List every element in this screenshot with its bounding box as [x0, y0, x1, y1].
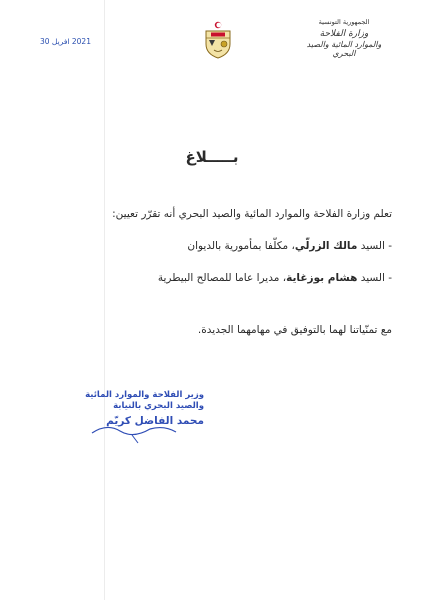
- item-2-role: ، مديرا عاما للمصالح البيطرية: [157, 272, 287, 284]
- appointment-item-2: [62, 272, 392, 284]
- page-fold-line: [104, 0, 105, 600]
- appointment-item-1: [62, 240, 392, 252]
- signatory-name: محمد الفاضل كريّم: [106, 415, 204, 428]
- item-1-role: ، مكلّفا بمأمورية بالديوان: [187, 240, 295, 252]
- announcement-intro: تعلم وزارة الفلاحة والموارد المائية والصيد البحري أنه تقرّر تعيين:: [112, 208, 392, 220]
- ministry-name-line2: والموارد المائية والصيد البحري: [306, 39, 382, 59]
- item-2-prefix: - السيد: [357, 272, 392, 284]
- item-1-prefix: - السيد: [357, 240, 392, 252]
- document-title: بـــــلاغ: [185, 148, 239, 166]
- signature-title-line1: وزير الفلاحة والموارد المائية: [85, 390, 204, 400]
- ministry-name: وزارة الفلاحة: [319, 29, 369, 39]
- ministry-letterhead: [294, 18, 394, 59]
- tunisia-coat-of-arms-icon: [200, 20, 236, 60]
- item-2-name: هشام بوزغاية: [286, 272, 358, 284]
- date-stamp: 2021 افريل 30: [40, 37, 91, 46]
- item-1-name: مالك الزرلّي: [294, 240, 358, 252]
- handwritten-signature-icon: [72, 405, 212, 445]
- republic-label: الجمهورية التونسية: [318, 18, 370, 26]
- signature-title-line2: والصيد البحري بالنيابة: [113, 400, 204, 411]
- closing-line: مع تمنّياتنا لهما بالتوفيق في مهامهما الجديدة.: [197, 324, 392, 336]
